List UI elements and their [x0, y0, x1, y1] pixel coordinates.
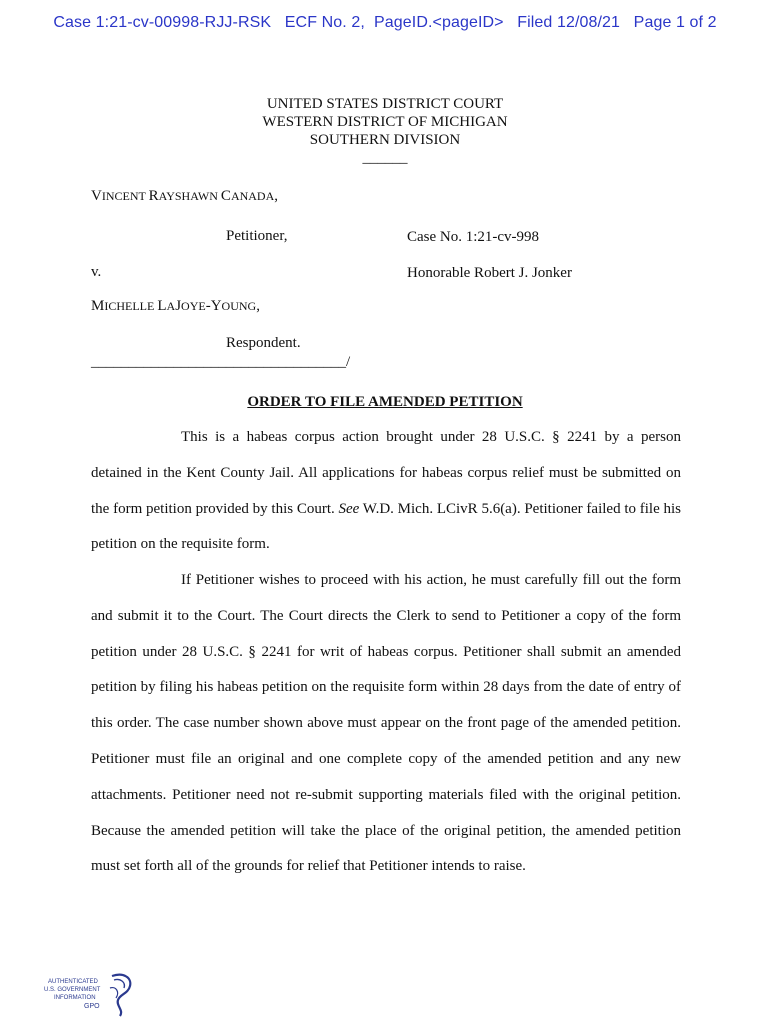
seal-line-2: U.S. GOVERNMENT	[44, 987, 101, 993]
gpo-authentication-seal	[40, 970, 140, 1020]
petitioner-role: Petitioner,	[226, 228, 288, 244]
judge-name: Honorable Robert J. Jonker	[407, 265, 572, 281]
caption-underline: __________________________________/	[91, 354, 351, 370]
case-number: Case No. 1:21-cv-998	[407, 229, 540, 245]
respondent-role: Respondent.	[226, 335, 301, 351]
seal-line-1: AUTHENTICATED	[48, 979, 98, 985]
order-title: ORDER TO FILE AMENDED PETITION	[247, 394, 523, 410]
court-rule: ______	[362, 150, 408, 166]
gpo-eagle-icon	[40, 970, 140, 1020]
court-name: UNITED STATES DISTRICT COURT	[266, 96, 504, 112]
seal-line-3: INFORMATION	[54, 995, 96, 1001]
paragraph-1: This is a habeas corpus action brought under 28 U.S.C. § 2241 by a person detained in the Kent County Jail. All applications for habeas corpus relief must be submitted on the form petition provided by this Court. See W.D. Mich. LCivR 5.6(a). Petitioner failed to file his petition on the requisite form.	[91, 429, 681, 553]
respondent-name: MICHELLE LAJOYE-YOUNG,	[91, 298, 260, 314]
court-division: SOUTHERN DIVISION	[309, 132, 461, 148]
seal-line-4: GPO	[84, 1003, 100, 1010]
court-heading	[0, 95, 770, 167]
court-district: WESTERN DISTRICT OF MICHIGAN	[262, 114, 508, 130]
see-signal: See	[338, 500, 360, 517]
versus: v.	[91, 264, 102, 280]
paragraph-2: If Petitioner wishes to proceed with his action, he must carefully fill out the form and submit it to the Court. The Court directs the Clerk to send to Petitioner a copy of the form petition under 28 U.S.C. § 2241 for writ of habeas corpus. Petitioner shall submit an amended petition by filing his habeas petition on the requisite form within 28 days from the date of entry of this order. The case number shown above must appear on the front page of the amended petition. Petitioner must file an original and one complete copy of the amended petition and any new attachments. Petitioner need not re-submit supporting materials filed with the original petition. Because the amended petition will take the place of the original petition, the amended petition must set forth all of the grounds for relief that Petitioner intends to raise.	[91, 572, 681, 875]
ecf-header-stamp: Case 1:21-cv-00998-RJJ-RSK ECF No. 2, PageID.<pageID> Filed 12/08/21 Page 1 of 2	[53, 14, 717, 31]
petitioner-name: VINCENT RAYSHAWN CANADA,	[91, 188, 279, 204]
